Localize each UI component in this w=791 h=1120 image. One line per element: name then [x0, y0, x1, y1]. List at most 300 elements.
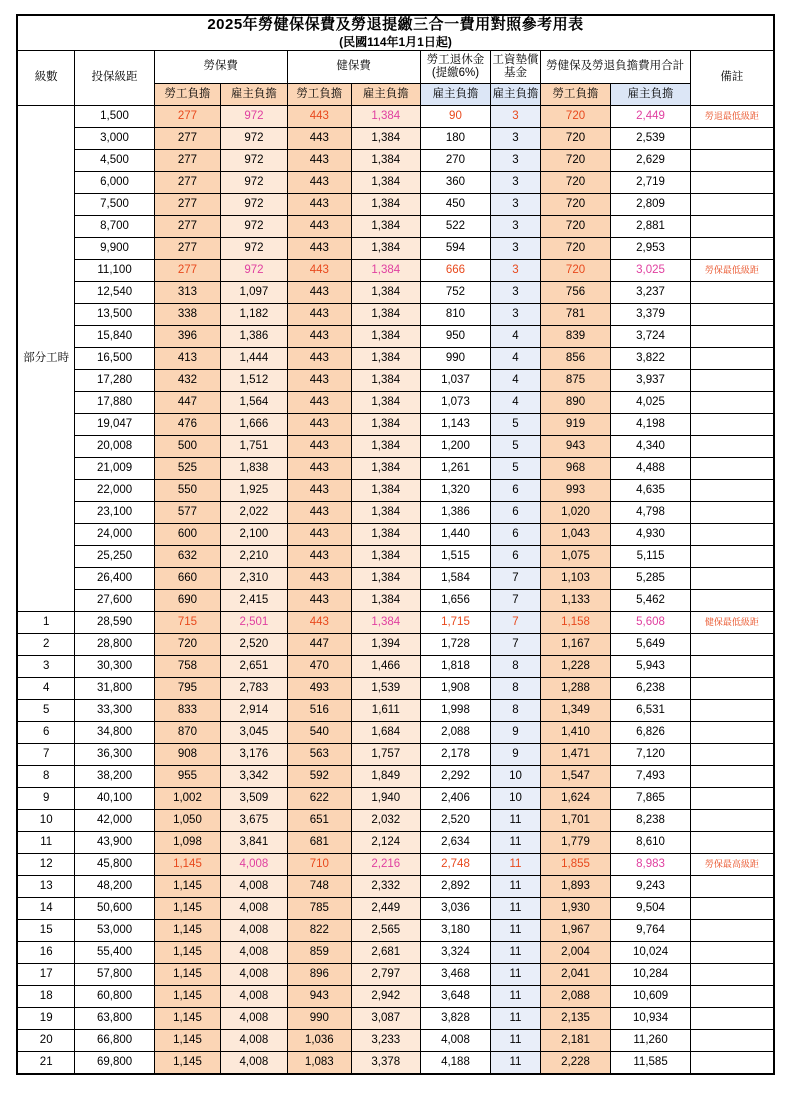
cell-labor-pension-employer: 594	[420, 238, 491, 260]
subheader-total-employee: 勞工負擔	[540, 84, 611, 106]
cell-total-employee: 1,701	[540, 810, 611, 832]
cell-wage-arrears-fund: 8	[491, 656, 540, 678]
cell-labor-insurance-employer: 1,751	[221, 436, 287, 458]
cell-wage-arrears-fund: 3	[491, 106, 540, 128]
page-title: 2025年勞健保保費及勞退提繳三合一費用對照參考用表	[207, 16, 584, 33]
cell-wage-bracket: 34,800	[75, 722, 154, 744]
cell-remark	[690, 854, 774, 876]
cell-labor-insurance-employee: 476	[154, 414, 220, 436]
cell-labor-insurance-employer: 2,210	[221, 546, 287, 568]
cell-health-insurance-employer: 1,384	[351, 238, 420, 260]
cell-labor-pension-employer: 1,715	[420, 612, 491, 634]
cell-total-employee: 1,547	[540, 766, 611, 788]
cell-wage-bracket: 42,000	[75, 810, 154, 832]
cell-wage-arrears-fund: 3	[491, 216, 540, 238]
header-health-insurance: 健保費	[287, 51, 420, 84]
cell-labor-pension-employer: 1,584	[420, 568, 491, 590]
cell-labor-pension-employer: 270	[420, 150, 491, 172]
cell-total-employee: 919	[540, 414, 611, 436]
cell-health-insurance-employer: 1,684	[351, 722, 420, 744]
cell-labor-pension-employer: 1,386	[420, 502, 491, 524]
cell-wage-bracket: 43,900	[75, 832, 154, 854]
cell-wage-arrears-fund: 11	[491, 854, 540, 876]
cell-labor-insurance-employer: 2,310	[221, 568, 287, 590]
cell-health-insurance-employer: 1,849	[351, 766, 420, 788]
cell-labor-pension-employer: 2,520	[420, 810, 491, 832]
cell-labor-insurance-employee: 600	[154, 524, 220, 546]
table-row	[17, 700, 774, 722]
table-body	[17, 106, 774, 1075]
cell-labor-insurance-employee: 1,098	[154, 832, 220, 854]
cell-labor-insurance-employee: 447	[154, 392, 220, 414]
table-row	[17, 106, 774, 128]
cell-labor-pension-employer: 450	[420, 194, 491, 216]
cell-wage-bracket: 4,500	[75, 150, 154, 172]
cell-total-employer: 8,238	[611, 810, 690, 832]
cell-health-insurance-employer: 1,384	[351, 348, 420, 370]
cell-wage-arrears-fund: 6	[491, 502, 540, 524]
cell-total-employer: 3,237	[611, 282, 690, 304]
cell-labor-insurance-employer: 3,841	[221, 832, 287, 854]
cell-remark	[690, 568, 774, 590]
cell-health-insurance-employee: 470	[287, 656, 351, 678]
cell-health-insurance-employer: 1,384	[351, 546, 420, 568]
cell-wage-bracket: 50,600	[75, 898, 154, 920]
cell-total-employer: 5,115	[611, 546, 690, 568]
cell-wage-bracket: 21,009	[75, 458, 154, 480]
cell-health-insurance-employee: 748	[287, 876, 351, 898]
cell-wage-bracket: 66,800	[75, 1030, 154, 1052]
cell-wage-arrears-fund: 11	[491, 942, 540, 964]
cell-labor-insurance-employee: 833	[154, 700, 220, 722]
table-row	[17, 370, 774, 392]
cell-labor-pension-employer: 90	[420, 106, 491, 128]
cell-labor-insurance-employer: 1,564	[221, 392, 287, 414]
cell-remark	[690, 656, 774, 678]
cell-wage-arrears-fund: 11	[491, 832, 540, 854]
cell-labor-insurance-employee: 720	[154, 634, 220, 656]
table-row	[17, 766, 774, 788]
cell-total-employee: 2,041	[540, 964, 611, 986]
cell-total-employer: 4,340	[611, 436, 690, 458]
cell-total-employee: 720	[540, 106, 611, 128]
cell-labor-insurance-employee: 277	[154, 172, 220, 194]
cell-wage-bracket: 26,400	[75, 568, 154, 590]
cell-health-insurance-employee: 443	[287, 370, 351, 392]
cell-health-insurance-employer: 1,384	[351, 172, 420, 194]
cell-labor-insurance-employee: 1,145	[154, 898, 220, 920]
cell-wage-arrears-fund: 5	[491, 458, 540, 480]
cell-health-insurance-employee: 681	[287, 832, 351, 854]
cell-labor-insurance-employer: 2,520	[221, 634, 287, 656]
header-wage-arrears-fund: 工資墊償基金	[491, 51, 540, 84]
table-row	[17, 1008, 774, 1030]
cell-labor-pension-employer: 180	[420, 128, 491, 150]
cell-health-insurance-employee: 710	[287, 854, 351, 876]
cell-health-insurance-employee: 563	[287, 744, 351, 766]
cell-health-insurance-employee: 785	[287, 898, 351, 920]
cell-remark	[690, 480, 774, 502]
table-row	[17, 722, 774, 744]
cell-wage-arrears-fund: 3	[491, 150, 540, 172]
cell-health-insurance-employer: 1,384	[351, 480, 420, 502]
cell-wage-arrears-fund: 3	[491, 304, 540, 326]
cell-health-insurance-employer: 2,124	[351, 832, 420, 854]
cell-remark	[690, 326, 774, 348]
cell-labor-insurance-employee: 715	[154, 612, 220, 634]
cell-labor-pension-employer: 1,998	[420, 700, 491, 722]
cell-labor-pension-employer: 1,261	[420, 458, 491, 480]
cell-health-insurance-employee: 443	[287, 392, 351, 414]
cell-total-employer: 4,635	[611, 480, 690, 502]
cell-total-employer: 2,719	[611, 172, 690, 194]
cell-wage-bracket: 22,000	[75, 480, 154, 502]
cell-remark	[690, 216, 774, 238]
cell-remark	[690, 678, 774, 700]
cell-labor-pension-employer: 990	[420, 348, 491, 370]
cell-total-employer: 10,284	[611, 964, 690, 986]
cell-total-employer: 6,826	[611, 722, 690, 744]
cell-wage-arrears-fund: 4	[491, 392, 540, 414]
cell-labor-pension-employer: 522	[420, 216, 491, 238]
cell-remark	[690, 238, 774, 260]
cell-labor-insurance-employer: 4,008	[221, 1008, 287, 1030]
cell-labor-insurance-employee: 1,145	[154, 854, 220, 876]
header-labor-pension: 勞工退休金(提繳6%)	[420, 51, 491, 84]
cell-total-employer: 11,260	[611, 1030, 690, 1052]
table-row	[17, 1030, 774, 1052]
cell-labor-insurance-employee: 277	[154, 238, 220, 260]
cell-total-employee: 1,779	[540, 832, 611, 854]
cell-health-insurance-employee: 990	[287, 1008, 351, 1030]
table-row	[17, 502, 774, 524]
cell-health-insurance-employee: 443	[287, 326, 351, 348]
cell-wage-bracket: 24,000	[75, 524, 154, 546]
cell-health-insurance-employer: 2,332	[351, 876, 420, 898]
cell-grade: 14	[17, 898, 75, 920]
cell-grade: 5	[17, 700, 75, 722]
cell-health-insurance-employer: 1,384	[351, 612, 420, 634]
cell-labor-insurance-employer: 972	[221, 150, 287, 172]
table-row	[17, 678, 774, 700]
table-row	[17, 150, 774, 172]
cell-total-employer: 2,809	[611, 194, 690, 216]
cell-labor-insurance-employee: 277	[154, 128, 220, 150]
cell-remark	[690, 590, 774, 612]
cell-health-insurance-employer: 1,384	[351, 260, 420, 282]
cell-health-insurance-employee: 443	[287, 128, 351, 150]
cell-wage-bracket: 36,300	[75, 744, 154, 766]
cell-health-insurance-employee: 443	[287, 436, 351, 458]
cell-labor-insurance-employer: 1,386	[221, 326, 287, 348]
cell-health-insurance-employer: 2,449	[351, 898, 420, 920]
cell-labor-insurance-employee: 1,145	[154, 1008, 220, 1030]
cell-labor-insurance-employee: 338	[154, 304, 220, 326]
cell-total-employer: 8,983	[611, 854, 690, 876]
cell-remark	[690, 612, 774, 634]
cell-total-employer: 9,243	[611, 876, 690, 898]
cell-total-employee: 720	[540, 216, 611, 238]
cell-remark	[690, 986, 774, 1008]
cell-labor-pension-employer: 666	[420, 260, 491, 282]
cell-total-employer: 5,462	[611, 590, 690, 612]
cell-wage-bracket: 8,700	[75, 216, 154, 238]
cell-grade: 6	[17, 722, 75, 744]
cell-total-employee: 1,967	[540, 920, 611, 942]
cell-health-insurance-employee: 443	[287, 238, 351, 260]
cell-grade: 3	[17, 656, 75, 678]
cell-total-employee: 720	[540, 238, 611, 260]
cell-wage-bracket: 7,500	[75, 194, 154, 216]
cell-labor-insurance-employer: 2,914	[221, 700, 287, 722]
cell-labor-insurance-employer: 972	[221, 106, 287, 128]
cell-health-insurance-employer: 1,757	[351, 744, 420, 766]
cell-total-employer: 4,198	[611, 414, 690, 436]
cell-remark	[690, 172, 774, 194]
cell-total-employee: 720	[540, 260, 611, 282]
cell-total-employee: 720	[540, 172, 611, 194]
cell-wage-arrears-fund: 6	[491, 480, 540, 502]
cell-total-employer: 2,539	[611, 128, 690, 150]
cell-labor-insurance-employee: 277	[154, 260, 220, 282]
cell-labor-pension-employer: 360	[420, 172, 491, 194]
cell-labor-insurance-employee: 500	[154, 436, 220, 458]
cell-health-insurance-employee: 896	[287, 964, 351, 986]
cell-health-insurance-employee: 493	[287, 678, 351, 700]
table-row	[17, 612, 774, 634]
table-row	[17, 304, 774, 326]
cell-total-employee: 839	[540, 326, 611, 348]
cell-labor-pension-employer: 1,143	[420, 414, 491, 436]
subheader-hi-employer: 雇主負擔	[351, 84, 420, 106]
cell-grade: 20	[17, 1030, 75, 1052]
cell-remark	[690, 348, 774, 370]
cell-total-employee: 720	[540, 150, 611, 172]
cell-wage-arrears-fund: 6	[491, 524, 540, 546]
cell-wage-bracket: 23,100	[75, 502, 154, 524]
cell-health-insurance-employee: 443	[287, 546, 351, 568]
cell-wage-bracket: 11,100	[75, 260, 154, 282]
cell-wage-bracket: 12,540	[75, 282, 154, 304]
cell-labor-insurance-employee: 1,145	[154, 986, 220, 1008]
cell-remark	[690, 1008, 774, 1030]
cell-wage-bracket: 53,000	[75, 920, 154, 942]
cell-labor-insurance-employee: 758	[154, 656, 220, 678]
cell-total-employer: 2,881	[611, 216, 690, 238]
cell-health-insurance-employer: 1,384	[351, 414, 420, 436]
cell-wage-arrears-fund: 7	[491, 634, 540, 656]
subheader-pension-employer: 雇主負擔	[420, 84, 491, 106]
cell-remark	[690, 1052, 774, 1075]
cell-labor-insurance-employer: 4,008	[221, 876, 287, 898]
cell-health-insurance-employer: 2,681	[351, 942, 420, 964]
cell-wage-arrears-fund: 6	[491, 546, 540, 568]
cell-total-employer: 9,764	[611, 920, 690, 942]
cell-health-insurance-employer: 1,384	[351, 436, 420, 458]
cell-labor-insurance-employer: 1,838	[221, 458, 287, 480]
cell-health-insurance-employer: 1,384	[351, 524, 420, 546]
cell-labor-pension-employer: 2,748	[420, 854, 491, 876]
table-row	[17, 986, 774, 1008]
cell-grade: 11	[17, 832, 75, 854]
cell-wage-arrears-fund: 4	[491, 370, 540, 392]
cell-total-employer: 4,930	[611, 524, 690, 546]
cell-labor-pension-employer: 1,515	[420, 546, 491, 568]
cell-total-employee: 1,158	[540, 612, 611, 634]
header-grade: 級數	[17, 51, 75, 106]
cell-health-insurance-employee: 443	[287, 348, 351, 370]
cell-grade: 7	[17, 744, 75, 766]
subheader-li-employer: 雇主負擔	[221, 84, 287, 106]
cell-wage-bracket: 17,880	[75, 392, 154, 414]
cell-total-employer: 3,937	[611, 370, 690, 392]
table-title-cell	[17, 15, 774, 51]
cell-health-insurance-employee: 443	[287, 150, 351, 172]
cell-wage-bracket: 45,800	[75, 854, 154, 876]
table-row	[17, 656, 774, 678]
cell-total-employee: 2,088	[540, 986, 611, 1008]
cell-health-insurance-employer: 1,384	[351, 392, 420, 414]
cell-labor-pension-employer: 1,037	[420, 370, 491, 392]
cell-total-employee: 993	[540, 480, 611, 502]
cell-labor-pension-employer: 2,178	[420, 744, 491, 766]
cell-labor-insurance-employee: 277	[154, 194, 220, 216]
cell-grade: 15	[17, 920, 75, 942]
cell-labor-insurance-employer: 2,783	[221, 678, 287, 700]
table-row	[17, 392, 774, 414]
cell-labor-pension-employer: 2,892	[420, 876, 491, 898]
cell-wage-arrears-fund: 3	[491, 194, 540, 216]
cell-total-employer: 10,024	[611, 942, 690, 964]
cell-total-employer: 5,608	[611, 612, 690, 634]
cell-health-insurance-employer: 1,466	[351, 656, 420, 678]
cell-labor-pension-employer: 1,073	[420, 392, 491, 414]
cell-total-employee: 1,471	[540, 744, 611, 766]
table-row	[17, 832, 774, 854]
cell-health-insurance-employer: 1,940	[351, 788, 420, 810]
cell-health-insurance-employer: 2,216	[351, 854, 420, 876]
cell-total-employee: 1,410	[540, 722, 611, 744]
cell-labor-insurance-employee: 432	[154, 370, 220, 392]
cell-labor-insurance-employee: 795	[154, 678, 220, 700]
cell-wage-arrears-fund: 3	[491, 238, 540, 260]
cell-wage-bracket: 1,500	[75, 106, 154, 128]
cell-wage-arrears-fund: 11	[491, 920, 540, 942]
cell-health-insurance-employee: 443	[287, 458, 351, 480]
cell-labor-insurance-employer: 1,666	[221, 414, 287, 436]
cell-total-employer: 7,493	[611, 766, 690, 788]
table-row	[17, 348, 774, 370]
cell-labor-insurance-employee: 908	[154, 744, 220, 766]
cell-grade: 18	[17, 986, 75, 1008]
cell-labor-insurance-employee: 1,145	[154, 1030, 220, 1052]
cell-labor-insurance-employer: 3,045	[221, 722, 287, 744]
cell-remark	[690, 876, 774, 898]
cell-health-insurance-employee: 822	[287, 920, 351, 942]
cell-labor-pension-employer: 3,036	[420, 898, 491, 920]
cell-wage-bracket: 38,200	[75, 766, 154, 788]
table-row	[17, 480, 774, 502]
cell-labor-pension-employer: 1,440	[420, 524, 491, 546]
table-row	[17, 260, 774, 282]
cell-wage-bracket: 3,000	[75, 128, 154, 150]
cell-labor-insurance-employee: 1,145	[154, 964, 220, 986]
cell-remark	[690, 502, 774, 524]
cell-labor-insurance-employer: 4,008	[221, 1030, 287, 1052]
cell-labor-insurance-employer: 4,008	[221, 854, 287, 876]
cell-wage-bracket: 28,590	[75, 612, 154, 634]
cell-total-employee: 1,288	[540, 678, 611, 700]
cell-remark	[690, 1030, 774, 1052]
cell-wage-arrears-fund: 3	[491, 282, 540, 304]
cell-total-employee: 890	[540, 392, 611, 414]
cell-wage-bracket: 48,200	[75, 876, 154, 898]
table-row	[17, 788, 774, 810]
cell-wage-bracket: 69,800	[75, 1052, 154, 1075]
table-header	[17, 15, 774, 106]
cell-labor-pension-employer: 4,008	[420, 1030, 491, 1052]
cell-wage-bracket: 15,840	[75, 326, 154, 348]
cell-labor-pension-employer: 3,324	[420, 942, 491, 964]
cell-labor-insurance-employer: 1,512	[221, 370, 287, 392]
cell-remark	[690, 942, 774, 964]
cell-health-insurance-employer: 2,032	[351, 810, 420, 832]
cell-remark	[690, 524, 774, 546]
cell-grade: 19	[17, 1008, 75, 1030]
cell-remark	[690, 436, 774, 458]
cell-wage-arrears-fund: 3	[491, 128, 540, 150]
page-subtitle: (民國114年1月1日起)	[339, 35, 452, 50]
cell-health-insurance-employer: 1,384	[351, 326, 420, 348]
cell-health-insurance-employee: 443	[287, 216, 351, 238]
table-row	[17, 282, 774, 304]
cell-wage-arrears-fund: 11	[491, 964, 540, 986]
cell-health-insurance-employer: 2,797	[351, 964, 420, 986]
cell-health-insurance-employee: 592	[287, 766, 351, 788]
cell-labor-insurance-employer: 4,008	[221, 920, 287, 942]
cell-labor-insurance-employer: 2,415	[221, 590, 287, 612]
cell-labor-insurance-employer: 3,176	[221, 744, 287, 766]
cell-remark	[690, 810, 774, 832]
cell-health-insurance-employer: 1,384	[351, 216, 420, 238]
cell-wage-bracket: 20,008	[75, 436, 154, 458]
cell-grade: 10	[17, 810, 75, 832]
cell-health-insurance-employer: 1,611	[351, 700, 420, 722]
cell-grade: 16	[17, 942, 75, 964]
cell-wage-arrears-fund: 11	[491, 876, 540, 898]
cell-wage-arrears-fund: 9	[491, 744, 540, 766]
cell-total-employer: 6,238	[611, 678, 690, 700]
cell-wage-arrears-fund: 7	[491, 590, 540, 612]
cell-labor-pension-employer: 1,320	[420, 480, 491, 502]
cell-labor-insurance-employer: 3,675	[221, 810, 287, 832]
cell-remark	[690, 128, 774, 150]
cell-wage-bracket: 57,800	[75, 964, 154, 986]
cell-health-insurance-employee: 443	[287, 414, 351, 436]
cell-total-employee: 1,349	[540, 700, 611, 722]
cell-total-employee: 968	[540, 458, 611, 480]
cell-wage-bracket: 9,900	[75, 238, 154, 260]
cell-remark	[690, 546, 774, 568]
cell-wage-arrears-fund: 3	[491, 260, 540, 282]
cell-wage-arrears-fund: 4	[491, 348, 540, 370]
cell-health-insurance-employer: 1,384	[351, 502, 420, 524]
cell-total-employer: 3,822	[611, 348, 690, 370]
cell-labor-pension-employer: 810	[420, 304, 491, 326]
cell-health-insurance-employee: 622	[287, 788, 351, 810]
cell-labor-insurance-employer: 4,008	[221, 964, 287, 986]
cell-labor-pension-employer: 3,648	[420, 986, 491, 1008]
